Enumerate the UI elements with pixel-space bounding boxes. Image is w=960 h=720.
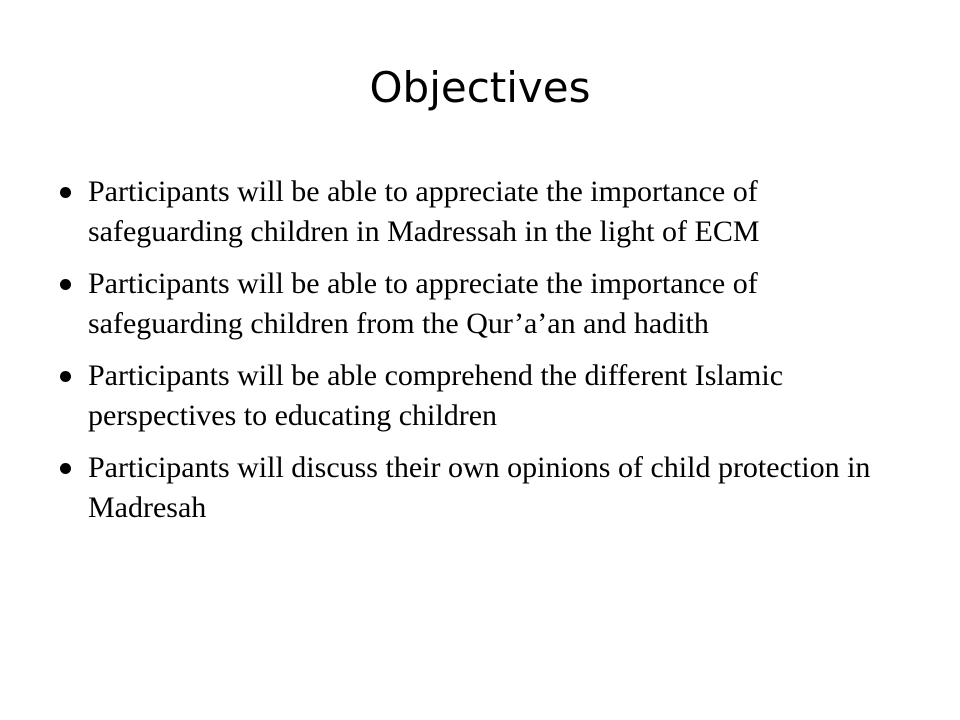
bullet-dot-icon bbox=[60, 187, 71, 198]
slide-title: Objectives bbox=[369, 63, 591, 112]
bullet-item bbox=[58, 356, 908, 436]
bullet-text: Participants will be able to appreciate the importance of safeguarding children from the Qur’a’an and hadith bbox=[88, 267, 758, 340]
bullet-item bbox=[58, 448, 908, 528]
bullet-item bbox=[58, 172, 908, 252]
bullet-dot-icon bbox=[60, 279, 71, 290]
bullet-dot-icon bbox=[60, 371, 71, 382]
bullet-list bbox=[58, 172, 908, 540]
bullet-dot-icon bbox=[60, 463, 71, 474]
bullet-text: Participants will discuss their own opinions of child protection in Madresah bbox=[88, 451, 871, 524]
bullet-text: Participants will be able to appreciate the importance of safeguarding children in Madressah in the light of ECM bbox=[88, 175, 760, 248]
bullet-text: Participants will be able comprehend the different Islamic perspectives to educating children bbox=[88, 359, 784, 432]
bullet-item bbox=[58, 264, 908, 344]
